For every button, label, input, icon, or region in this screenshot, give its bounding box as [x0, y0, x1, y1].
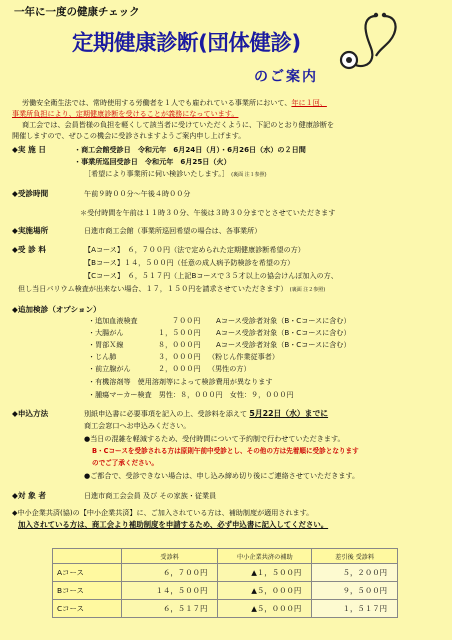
schedule-line3: ［希望により事業所に伺い検診いたします。］: [84, 169, 229, 178]
eligible-text: 日進市商工会会員 及び その家族・従業員: [84, 491, 217, 500]
fee-comparison-table: [52, 548, 398, 618]
option-tumor-marker: ・腫瘍マーカー検査 男性：８，０００円 女性：９，０００円: [88, 390, 294, 399]
page-subtitle: のご案内: [254, 69, 318, 85]
option-item: ・大腸がん: [88, 328, 124, 337]
option-price: １，５００円: [158, 328, 201, 337]
application-line6: ●ご都合で、受診できない場合は、申し込み締め切り後にご連絡させていただきます。: [84, 471, 360, 480]
fee-course-c: 【Cコース】 ６，５１７円（上記Bコースで３５才以上の協会けんぽ加入の方、: [84, 271, 338, 280]
hours-line1: 午前９時００分～午後４時００分: [84, 189, 191, 198]
option-item: ・胃部Ｘ線: [88, 340, 124, 349]
option-solvent: ・有機溶剤等 使用溶剤等によって検診費用が異なります: [88, 377, 273, 386]
option-target: （男性の方）: [208, 364, 251, 373]
option-target: Aコース受診者対象（B・Cコースに含む）: [216, 340, 351, 349]
option-target: Aコース受診者対象（B・Cコースに含む）: [216, 328, 351, 337]
options-label: ◆追加検診（オプション）: [12, 305, 101, 314]
table-cell-course: Bコース: [53, 582, 122, 600]
table-header-cell: 受診料: [122, 549, 218, 564]
application-line2: 商工会窓口へお申込みください。: [84, 421, 191, 430]
table-row: [53, 600, 398, 618]
schedule-note: (裏面 注１参照): [231, 172, 267, 178]
fee-course-c-note: 但し当日バリウム検査が出来ない場合、１７，１５０円を請求させていただきます）: [18, 284, 288, 293]
table-row: [53, 564, 398, 582]
intro-line2: 事業所負担により、定期健康診断を受けることが義務になっています。: [12, 109, 239, 118]
table-cell-course: Aコース: [53, 564, 122, 582]
application-line5: のでご了承ください。: [92, 459, 158, 467]
table-header-cell: 中小企業共済の補助: [218, 549, 312, 564]
option-item: ・前立腺がん: [88, 364, 131, 373]
table-cell-fee: ６，７００円: [122, 564, 218, 582]
option-target: （粉じん作業従事者）: [208, 352, 279, 361]
venue-text: 日進市商工会館（事業所巡回希望の場合は、各事業所）: [84, 226, 262, 235]
table-cell-net-fee: ９，５００円: [312, 582, 398, 600]
table-cell-course: Cコース: [53, 600, 122, 618]
fees-note: (裏面 注２参照): [289, 287, 326, 293]
schedule-label: ◆実 施 日: [12, 145, 46, 154]
option-target: Aコース受診者対象（B・Cコースに含む）: [216, 316, 351, 325]
fees-label: ◆受 診 料: [12, 245, 46, 254]
option-price: ８，０００円: [158, 340, 201, 349]
eligible-label: ◆対 象 者: [12, 491, 46, 500]
hours-line2: ＊受付時間を午前は１１時３０分、午後は３時３０分までとさせていただきます: [80, 208, 336, 217]
table-header-cell: [53, 549, 122, 564]
tagline: 一年に一度の健康チェック: [14, 6, 140, 18]
fee-course-b: 【Bコース】１４，５００円（任意の成人病予防検診を希望の方）: [84, 258, 295, 267]
mutual-aid-line2: 加入されている方は、商工会より補助制度を申請するため、必ず申込書に記入してください。: [18, 520, 329, 529]
table-cell-net-fee: ５，２００円: [312, 564, 398, 582]
schedule-line2: ・事業所巡回受診日 令和元年 6月25日（火）: [74, 157, 231, 166]
table-cell-fee: ６，５１７円: [122, 600, 218, 618]
hours-label: ◆受診時間: [12, 189, 49, 198]
table-cell-subsidy: ▲５，０００円: [218, 582, 312, 600]
intro-line1-emphasis: 年に１回、: [291, 98, 327, 107]
option-item: ・じん肺: [88, 352, 117, 361]
stethoscope-icon: [332, 10, 410, 72]
option-price: ３，０００円: [158, 352, 201, 361]
table-header-row: [53, 549, 398, 564]
fee-course-a: 【Aコース】 ６，７００円（法で定められた定期健康診断希望の方）: [84, 245, 305, 254]
application-line4: B・Cコースを受診される方は原則午前中受診とし、その他の方は先着順に受診となります: [92, 447, 359, 455]
intro-line1: 労働安全衛生法では、常時使用する労働者を１人でも雇われている事業所において、: [22, 98, 292, 107]
schedule-line1: ・商工会館受診日 令和元年 6月24日（月）・6月26日（水）の２日間: [74, 145, 306, 154]
table-row: [53, 582, 398, 600]
table-cell-subsidy: ▲１，５００円: [218, 564, 312, 582]
application-line1: 別紙申込書に必要事項を記入の上、受診料を添えて: [84, 409, 248, 418]
table-cell-net-fee: １，５１７円: [312, 600, 398, 618]
page-title: 定期健康診断(団体健診): [72, 31, 301, 56]
option-price: ７００円: [172, 316, 201, 325]
option-price: ２，０００円: [158, 364, 201, 373]
intro-line4: 開催しますので、ぜひこの機会に受診されますようご案内申し上げます。: [12, 131, 246, 140]
table-header-cell: 差引後 受診料: [312, 549, 398, 564]
option-item: ・追加血液検査: [88, 316, 138, 325]
intro-line3: 商工会では、会員皆様の負担を軽くして該当者に受けていただくように、下記のとおり健康診断を: [22, 120, 335, 129]
venue-label: ◆実施場所: [12, 226, 49, 235]
table-cell-subsidy: ▲５，０００円: [218, 600, 312, 618]
application-line3: ●当日の混雑を軽減するため、受付時間について予約制で行わせていただきます。: [84, 434, 345, 443]
application-label: ◆申込方法: [12, 409, 49, 418]
table-cell-fee: １４，５００円: [122, 582, 218, 600]
mutual-aid-line1: ◆中小企業共済(協)の【中小企業共済】に、ご加入されている方は、補助制度が適用されます。: [12, 508, 314, 517]
application-deadline: 5月22日（水）までに: [249, 409, 329, 418]
